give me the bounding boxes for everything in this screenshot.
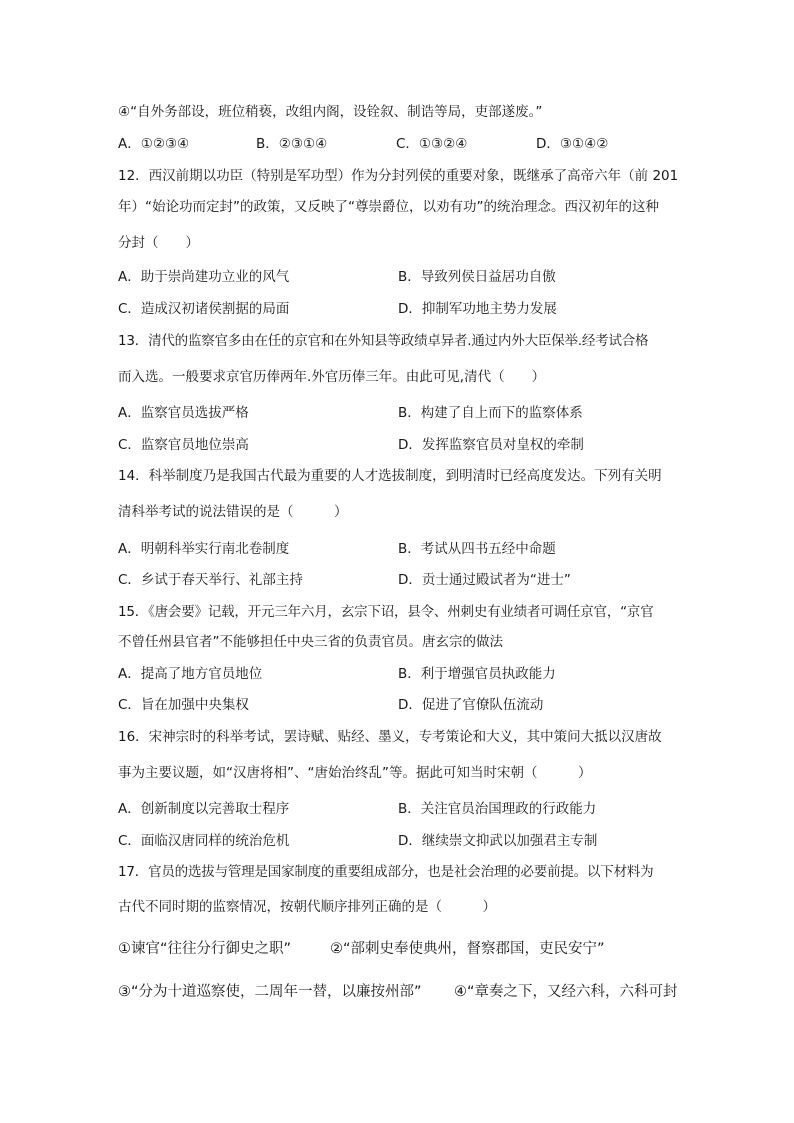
q14-option-c[interactable]: C．乡试于春天举行、礼部主持 <box>118 572 303 588</box>
q14-option-b[interactable]: B．考试从四书五经中命题 <box>398 541 556 557</box>
q15-stem-line-1: 15．《唐会要》记载，开元三年六月，玄宗下诏，县令、州刺史有业绩者可调任京官，“京官 <box>118 604 654 620</box>
q17-material-4: ④“章奏之下，又经六科，六科可封 <box>454 984 678 1000</box>
q11-option-c[interactable]: C．①③②④ <box>396 136 468 152</box>
q13-option-a[interactable]: A．监察官员选拔严格 <box>118 405 249 421</box>
q13-option-c[interactable]: C．监察官员地位崇高 <box>118 437 249 453</box>
q12-stem-line-3: 分封（ ） <box>118 235 199 251</box>
q16-option-b[interactable]: B．关注官员治国理政的行政能力 <box>398 801 597 817</box>
q17-material-1: ①谏官“往往分行御史之职” <box>118 941 292 957</box>
q13-option-d[interactable]: D．发挥监察官员对皇权的牵制 <box>398 437 584 453</box>
q16-stem-line-2: 事为主要议题，如“汉唐将相”、“唐始治终乱”等。据此可知当时宋朝（ ） <box>118 765 592 781</box>
q15-option-a[interactable]: A．提高了地方官员地位 <box>118 666 263 682</box>
q11-option-d[interactable]: D．③①④② <box>536 136 609 152</box>
q17-stem-line-2: 古代不同时期的监察情况，按朝代顺序排列正确的是（ ） <box>118 899 496 915</box>
q11-option-a[interactable]: A．①②③④ <box>118 136 190 152</box>
q12-option-c[interactable]: C．造成汉初诸侯割据的局面 <box>118 301 290 317</box>
q14-option-a[interactable]: A．明朝科举实行南北卷制度 <box>118 541 290 557</box>
q11-option-b[interactable]: B．②③①④ <box>256 136 328 152</box>
q12-stem-line-1: 12．西汉前期以功臣（特别是军功型）作为分封列侯的重要对象，既继承了高帝六年（前 201 <box>118 168 679 184</box>
q13-option-b[interactable]: B．构建了自上而下的监察体系 <box>398 405 583 421</box>
q11-item-4: ④“自外务部设，班位稍亵，改组内阁，设铨叙、制诰等局，吏部遂废。” <box>118 104 543 120</box>
q12-option-a[interactable]: A．助于崇尚建功立业的风气 <box>118 269 290 285</box>
q16-option-d[interactable]: D．继续崇文抑武以加强君主专制 <box>398 833 598 849</box>
q13-stem-line-2: 而入选。一般要求京官历俸两年.外官历俸三年。由此可见,清代（ ） <box>118 369 546 385</box>
q12-option-b[interactable]: B．导致列侯日益居功自傲 <box>398 269 556 285</box>
q16-option-a[interactable]: A．创新制度以完善取士程序 <box>118 801 290 817</box>
q17-material-2: ②“部刺史奉使典州，督察郡国，吏民安宁” <box>330 941 605 957</box>
q15-option-b[interactable]: B．利于增强官员执政能力 <box>398 666 556 682</box>
q17-stem-line-1: 17．官员的选拔与管理是国家制度的重要组成部分，也是社会治理的必要前提。以下材料为 <box>118 864 654 880</box>
q15-option-d[interactable]: D．促进了官僚队伍流动 <box>398 697 544 713</box>
q16-stem-line-1: 16．宋神宗时的科举考试，罢诗赋、贴经、墨义，专考策论和大义，其中策问大抵以汉唐故 <box>118 729 662 745</box>
q14-stem-line-2: 清科举考试的说法错误的是（ ） <box>118 504 348 520</box>
q16-option-c[interactable]: C．面临汉唐同样的统治危机 <box>118 833 290 849</box>
q15-option-c[interactable]: C．旨在加强中央集权 <box>118 697 249 713</box>
q14-stem-line-1: 14．科举制度乃是我国古代最为重要的人才选拔制度，到明清时已经高度发达。下列有关明 <box>118 468 662 484</box>
q12-stem-line-2: 年）“始论功而定封”的政策，又反映了“尊崇爵位，以劝有功”的统治理念。西汉初年的这种 <box>118 199 659 215</box>
q12-option-d[interactable]: D．抑制军功地主势力发展 <box>398 301 557 317</box>
q13-stem-line-1: 13．清代的监察官多由在任的京官和在外知县等政绩卓异者.通过内外大臣保举.经考试合格 <box>118 333 649 349</box>
q17-material-3: ③“分为十道巡察使，二周年一替，以廉按州部” <box>118 984 422 1000</box>
q15-stem-line-2: 不曾任州县官者”不能够担任中央三省的负责官员。唐玄宗的做法 <box>118 634 503 650</box>
q14-option-d[interactable]: D．贡士通过殿试者为“进士” <box>398 572 571 588</box>
